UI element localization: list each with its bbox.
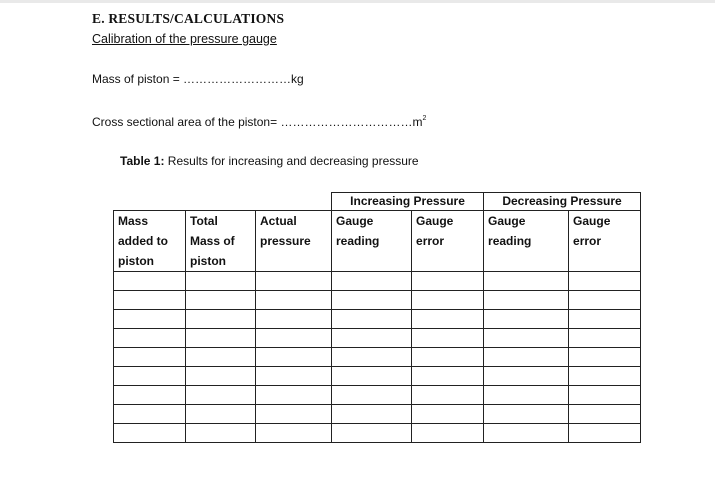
table-cell	[114, 386, 186, 405]
table-cell	[412, 272, 484, 291]
table-cell	[332, 310, 412, 329]
table-cell	[114, 424, 186, 443]
table-caption-text: Results for increasing and decreasing pressure	[164, 154, 419, 168]
col-total-mass-header: Total Mass of piston	[186, 211, 256, 272]
table-cell	[569, 329, 641, 348]
table-cell	[114, 367, 186, 386]
table-cell	[484, 367, 569, 386]
table-cell	[332, 424, 412, 443]
table-row	[114, 272, 641, 291]
area-dots: ……………………………	[280, 115, 413, 129]
table-cell	[569, 405, 641, 424]
table-cell	[484, 329, 569, 348]
table-row	[114, 367, 641, 386]
table-cell	[484, 348, 569, 367]
table-cell	[256, 424, 332, 443]
table-cell	[186, 424, 256, 443]
table-cell	[186, 272, 256, 291]
table-cell	[332, 329, 412, 348]
table-cell	[332, 272, 412, 291]
table-cell	[186, 386, 256, 405]
subtitle: Calibration of the pressure gauge	[92, 32, 277, 46]
table-cell	[256, 386, 332, 405]
table-cell	[484, 310, 569, 329]
table-cell	[114, 291, 186, 310]
col-mass-added-header: Mass added to piston	[114, 211, 186, 272]
table-cell	[569, 424, 641, 443]
table-cell	[412, 386, 484, 405]
table-cell	[256, 291, 332, 310]
table-cell	[484, 424, 569, 443]
col-increasing-gauge-reading-header: Gauge reading	[332, 211, 412, 272]
mass-of-piston-field	[92, 72, 304, 86]
increasing-pressure-header: Increasing Pressure	[332, 193, 484, 211]
table-cell	[484, 386, 569, 405]
table-column-header-row	[114, 211, 641, 272]
results-table	[113, 192, 641, 443]
table-cell	[412, 291, 484, 310]
table-cell	[412, 348, 484, 367]
table-row	[114, 386, 641, 405]
table-cell	[484, 405, 569, 424]
empty-rows-body	[114, 272, 641, 443]
blank-header-cell	[114, 193, 332, 211]
table-cell	[256, 348, 332, 367]
col-increasing-gauge-error-header: Gauge error	[412, 211, 484, 272]
area-unit-superscript: 2	[422, 115, 427, 122]
table-row	[114, 405, 641, 424]
col-actual-pressure-header: Actual pressure	[256, 211, 332, 272]
table-cell	[569, 386, 641, 405]
top-rule	[0, 0, 715, 3]
table-cell	[484, 291, 569, 310]
col-decreasing-gauge-error-header: Gauge error	[569, 211, 641, 272]
table-cell	[412, 310, 484, 329]
table-cell	[186, 291, 256, 310]
table-cell	[114, 329, 186, 348]
table-cell	[332, 291, 412, 310]
table-cell	[186, 329, 256, 348]
table-cell	[569, 272, 641, 291]
table-cell	[256, 367, 332, 386]
area-unit: m	[412, 115, 423, 129]
table-cell	[186, 405, 256, 424]
table-row	[114, 424, 641, 443]
mass-dots: ………………………	[183, 72, 292, 86]
table-cell	[114, 348, 186, 367]
col-decreasing-gauge-reading-header: Gauge reading	[484, 211, 569, 272]
table-group-header-row	[114, 193, 641, 211]
table-row	[114, 348, 641, 367]
table-caption-label: Table 1:	[120, 154, 165, 168]
table-cell	[186, 310, 256, 329]
table-cell	[114, 272, 186, 291]
table-cell	[484, 272, 569, 291]
table-cell	[256, 405, 332, 424]
table-caption	[120, 154, 419, 168]
table-cell	[412, 424, 484, 443]
area-label: Cross sectional area of the piston=	[92, 115, 281, 129]
mass-unit: kg	[291, 72, 304, 86]
table-cell	[332, 405, 412, 424]
section-title: E. RESULTS/CALCULATIONS	[92, 11, 285, 26]
table-cell	[412, 405, 484, 424]
table-cell	[569, 367, 641, 386]
table-row	[114, 310, 641, 329]
table-cell	[186, 348, 256, 367]
table-cell	[412, 329, 484, 348]
table-cell	[569, 291, 641, 310]
table-cell	[332, 367, 412, 386]
cross-sectional-area-field	[92, 115, 426, 129]
table-row	[114, 329, 641, 348]
table-cell	[114, 405, 186, 424]
table-cell	[332, 386, 412, 405]
mass-label: Mass of piston =	[92, 72, 184, 86]
table-cell	[114, 310, 186, 329]
table-cell	[256, 310, 332, 329]
table-cell	[186, 367, 256, 386]
table-cell	[256, 272, 332, 291]
decreasing-pressure-header: Decreasing Pressure	[484, 193, 641, 211]
table-cell	[412, 367, 484, 386]
table-cell	[256, 329, 332, 348]
table-cell	[332, 348, 412, 367]
table-cell	[569, 348, 641, 367]
table-row	[114, 291, 641, 310]
table-cell	[569, 310, 641, 329]
